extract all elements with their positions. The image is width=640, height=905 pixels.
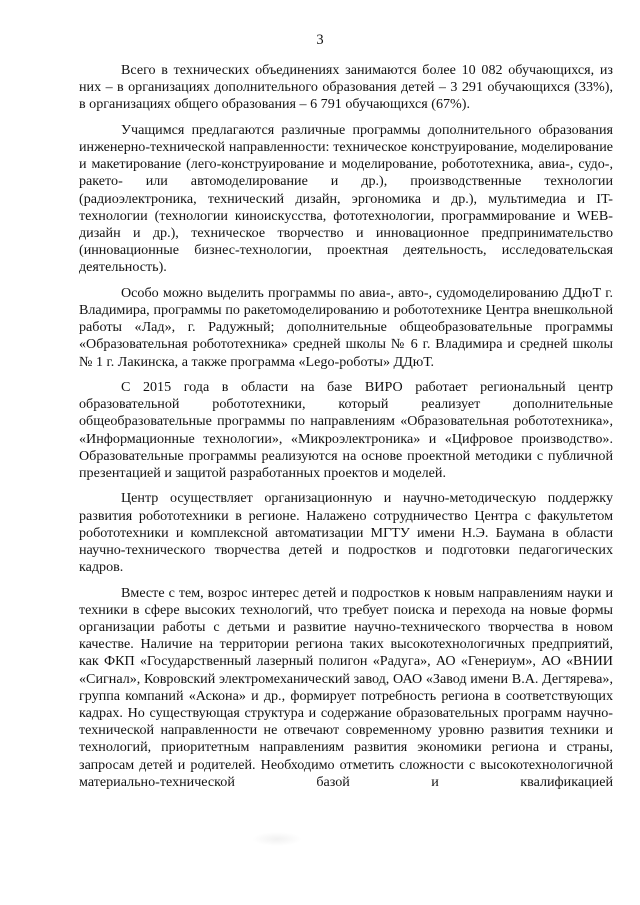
paragraph-programs-offered: Учащимся предлагаются различные программы дополнительного образования инженерно-технической направленности: техническое конструирование, моделирование и макетирование (лего-конструирование и моделирование, робототехника, авиа-, судо-, ракето- или автомоделирование и др.), производственные технологии (радиоэлектроника, технический дизайн, эргономика и др.), мультимедиа и IT-технологии (технологии киноискусства, фототехнологии, программирование и WEB-дизайн и др.), техническое творчество и инновационное предпринимательство (инновационные бизнес-технологии, проектная деятельность, исследовательская деятельность). — [79, 121, 613, 276]
paragraph-notable-programs: Особо можно выделить программы по авиа-, авто-, судомоделированию ДДюТ г. Владимира, программы по ракетомоделированию и робототехнике Центра внешкольной работы «Лад», г. Радужный; дополнительные общеобразовательные программы «Образовательная робототехника» средней школы № 6 г. Владимира и средней школы № 1 г. Лакинска, а также программа «Lego-роботы» ДДюТ. — [79, 284, 613, 370]
paragraph-enrollment-stats: Всего в технических объединениях занимаются более 10 082 обучающихся, из них – в организациях дополнительного образования детей – 3 291 обучающихся (33%), в организациях общего образования – 6 791 обучающихся (67%). — [79, 62, 613, 113]
document-body — [79, 62, 613, 791]
page-number: 3 — [316, 32, 324, 48]
paragraph-growing-interest: Вместе с тем, возрос интерес детей и подростков к новым направлениям науки и техники в сфере высоких технологий, что требует поиска и перехода на новые формы организации работы с детьми и развитие научно-технического творчества в новом качестве. Наличие на территории региона таких высокотехнологичных предприятий, как ФКП «Государственный лазерный полигон «Радуга», АО «Генериум», АО «ВНИИ «Сигнал», Ковровский электромеханический завод, ОАО «Завод имени В.А. Дегтярева», группа компаний «Аскона» и др., формирует потребность региона в соответствующих кадрах. Но существующая структура и содержание образовательных программ научно-технической направленности не отвечают современному уровню развития техники и технологий, приоритетным направлениям развития экономики региона и страны, запросам детей и родителей. Необходимо отметить сложности с высокотехнологичной материально-технической базой и квалификацией — [79, 584, 613, 790]
paragraph-robotics-center: С 2015 года в области на базе ВИРО работает региональный центр образовательной робототехники, который реализует дополнительные общеобразовательные программы по направлениям «Образовательная робототехника», «Информационные технологии», «Микроэлектроника» и «Цифровое производство». Образовательные программы реализуются на основе проектной методики с публичной презентацией и защитой разработанных проектов и моделей. — [79, 379, 613, 482]
paragraph-center-support: Центр осуществляет организационную и научно-методическую поддержку развития робототехники в регионе. Налажено сотрудничество Центра с факультетом робототехники и комплексной автоматизации МГТУ имени Н.Э. Баумана в области научно-технического творчества детей и подростков и подготовки педагогических кадров. — [79, 490, 613, 576]
scan-smudge — [252, 832, 302, 846]
